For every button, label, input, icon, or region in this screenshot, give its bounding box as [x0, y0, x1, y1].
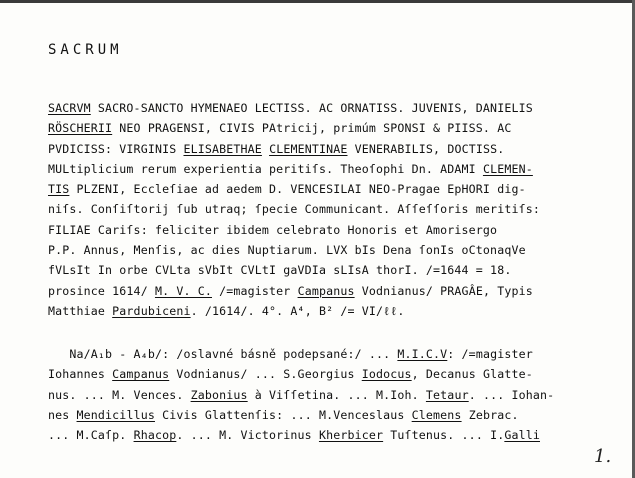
underlined-name: ELISABETHAE [183, 141, 262, 156]
underlined-name: M. V. C. [154, 283, 212, 298]
text-segment: nus. ... M. Vences. [48, 387, 191, 402]
notes-line [48, 405, 626, 425]
notes-line [48, 425, 626, 445]
record-line [48, 260, 626, 280]
card-top-edge [0, 0, 635, 3]
text-segment: , Decanus Glatte- [411, 367, 533, 382]
underlined-name: Campanus [112, 367, 170, 382]
text-segment: à Viſſetina. ... M.Ioh. [247, 387, 426, 402]
card-heading: SACRUM [48, 42, 123, 58]
underlined-name: M.I.C.V [397, 347, 448, 361]
record-line [48, 199, 626, 219]
notes-line [48, 364, 626, 384]
record-line [48, 220, 626, 240]
underlined-name: TIS [48, 182, 70, 197]
text-segment: Civis Glattenſis: ... M.Venceslaus [154, 407, 412, 422]
record-transcription [48, 98, 626, 321]
underlined-name: Campanus [297, 283, 355, 298]
underlined-name: Galli [504, 428, 540, 443]
text-segment: Vodnianus/ ... S.Georgius [169, 367, 362, 382]
text-segment: Na/A₁b - A₄b/: /oslavné básně podepsané:/ ... [48, 347, 398, 361]
text-segment [262, 142, 269, 156]
text-segment: : /=magister [447, 347, 533, 361]
text-segment: /=magister [212, 283, 298, 298]
text-segment: niſs. Conſiſtorij ſub utraq; ſpecie Communicant. Aſſeſſoris meritiſs: [48, 202, 540, 217]
notes-line [48, 344, 626, 364]
text-segment: Tuſtenus. ... I. [383, 428, 505, 443]
record-line [48, 159, 626, 179]
underlined-name: CLEMENTINAE [269, 141, 348, 156]
record-line [48, 301, 626, 321]
text-segment: SACRO-SANCTO HYMENAEO LECTISS. AC ORNATISS. JUVENIS, DANIELIS [90, 101, 533, 115]
text-segment: Vodnianus/ PRAGÂE, Typis [354, 283, 533, 298]
text-segment: . ... Iohan- [468, 387, 555, 402]
underlined-name: Mendicillus [76, 407, 155, 422]
underlined-name: SACRVM [48, 101, 91, 115]
text-segment: . /1614/. 4°. A⁴, B² /= VI/ℓℓ. [190, 303, 405, 318]
record-line [48, 179, 626, 199]
text-segment: Matthiae [48, 303, 113, 318]
underlined-name: Tetaur [425, 387, 469, 402]
text-segment: prosince 1614/ [48, 283, 155, 298]
text-segment: VENERABILIS, DOCTISS. [347, 141, 505, 156]
underlined-name: Rhacop [133, 428, 177, 443]
page-number: 1. [594, 446, 612, 467]
underlined-name: CLEMEN- [482, 161, 533, 176]
text-segment: FILIAE Cariſs: feliciter ibidem celebrato Honoris et Amorisergo [48, 222, 498, 237]
text-segment: ... M.Caſp. [48, 428, 134, 443]
record-line [48, 281, 626, 301]
underlined-name: Zabonius [190, 387, 248, 402]
text-segment: NEO PRAGENSI, CIVIS PAtricij, primúm SPONSI & PIISS. AC [112, 121, 512, 136]
notes-paragraph [48, 344, 626, 445]
notes-line [48, 385, 626, 405]
text-segment: PLZENI, Eccleſiae ad aedem D. VENCESILAI NEO-Pragae EpHORI dig- [69, 182, 526, 197]
underlined-name: RÖSCHERII [48, 121, 113, 136]
text-segment: fVLsIt In orbe CVLta sVbIt CVLtI gaVDIa sLIsA thorI. /=1644 = 18. [48, 263, 512, 278]
record-line [48, 139, 626, 159]
record-line [48, 98, 626, 118]
underlined-name: Kherbicer [318, 428, 384, 443]
text-segment: Zebrac. [461, 407, 519, 422]
record-line [48, 240, 626, 260]
underlined-name: Pardubiceni [112, 303, 191, 318]
text-segment: MULtiplicium rerum experientia peritiſs. Theoſophi Dn. ADAMI [48, 161, 483, 176]
text-segment: nes [48, 407, 77, 422]
underlined-name: Iodocus [361, 367, 412, 382]
text-segment: P.P. Annus, Menſis, ac dies Nuptiarum. LVX bIs Dena ſonIs oCtonaqVe [48, 243, 526, 258]
underlined-name: Clemens [411, 407, 462, 422]
text-segment: . ... M. Victorinus [176, 428, 319, 443]
text-segment: Iohannes [48, 367, 113, 382]
record-line [48, 118, 626, 138]
text-segment: PVDICISS: VIRGINIS [48, 141, 184, 156]
